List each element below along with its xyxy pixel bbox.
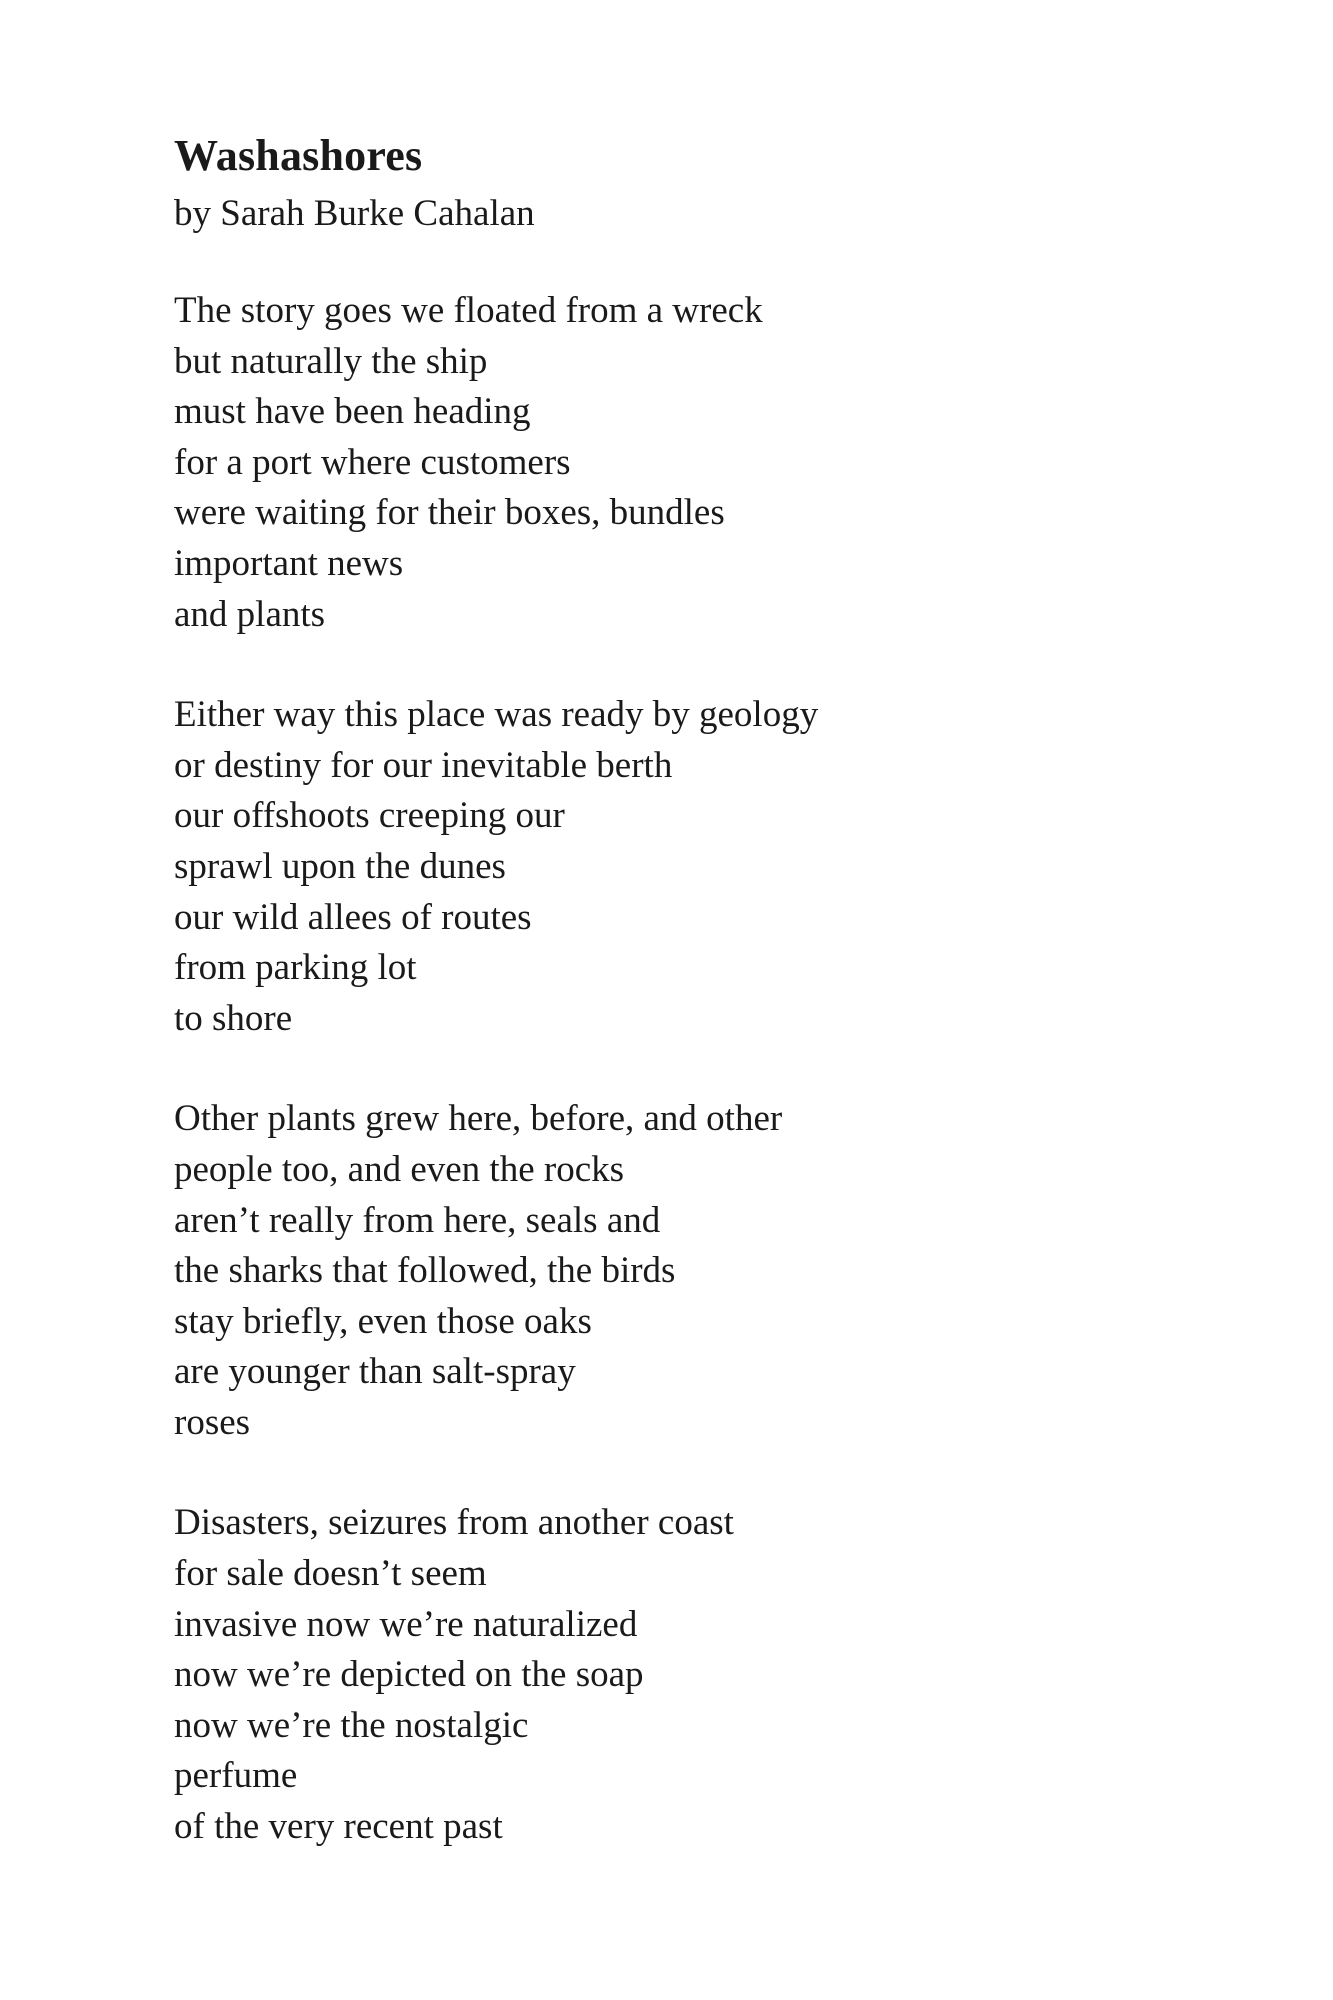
stanza-3 [174, 1094, 1274, 1448]
poem-author: by Sarah Burke Cahalan [174, 193, 535, 234]
poem-line: to shore [174, 997, 293, 1039]
poem-line: and plants [174, 593, 326, 635]
poem-line: important news [174, 542, 404, 584]
poem-line: roses [174, 1401, 251, 1443]
poem-line: Other plants grew here, before, and other [174, 1098, 783, 1140]
poem-line: sprawl upon the dunes [174, 845, 506, 887]
poem-line: our offshoots creeping our [174, 795, 565, 837]
poem-line: people too, and even the rocks [174, 1148, 625, 1190]
poem-line: were waiting for their boxes, bundles [174, 492, 725, 534]
poem-line: but naturally the ship [174, 340, 488, 382]
poem-line: for a port where customers [174, 441, 571, 483]
stanza-4 [174, 1498, 1274, 1852]
poem-line: from parking lot [174, 947, 417, 989]
stanza-1 [174, 286, 1274, 640]
poem-line: perfume [174, 1755, 298, 1797]
poem-title: Washashores [174, 131, 423, 180]
poem-line: Either way this place was ready by geology [174, 694, 819, 736]
poem-line: now we’re depicted on the soap [174, 1654, 644, 1696]
poem-line: must have been heading [174, 391, 531, 433]
poem-line: Disasters, seizures from another coast [174, 1502, 734, 1544]
poem-line: for sale doesn’t seem [174, 1553, 487, 1595]
poem-line: stay briefly, even those oaks [174, 1300, 592, 1342]
poem-line: now we’re the nostalgic [174, 1704, 529, 1746]
poem-line: our wild allees of routes [174, 896, 532, 938]
poem-line: or destiny for our inevitable berth [174, 744, 673, 786]
poem-line: invasive now we’re naturalized [174, 1603, 638, 1645]
poem-line: of the very recent past [174, 1806, 503, 1848]
poem-page [174, 126, 1274, 1903]
poem-line: the sharks that followed, the birds [174, 1250, 676, 1292]
poem-line: aren’t really from here, seals and [174, 1199, 661, 1241]
poem-line: The story goes we floated from a wreck [174, 290, 763, 331]
poem-line: are younger than salt-spray [174, 1351, 576, 1393]
stanza-2 [174, 690, 1274, 1044]
